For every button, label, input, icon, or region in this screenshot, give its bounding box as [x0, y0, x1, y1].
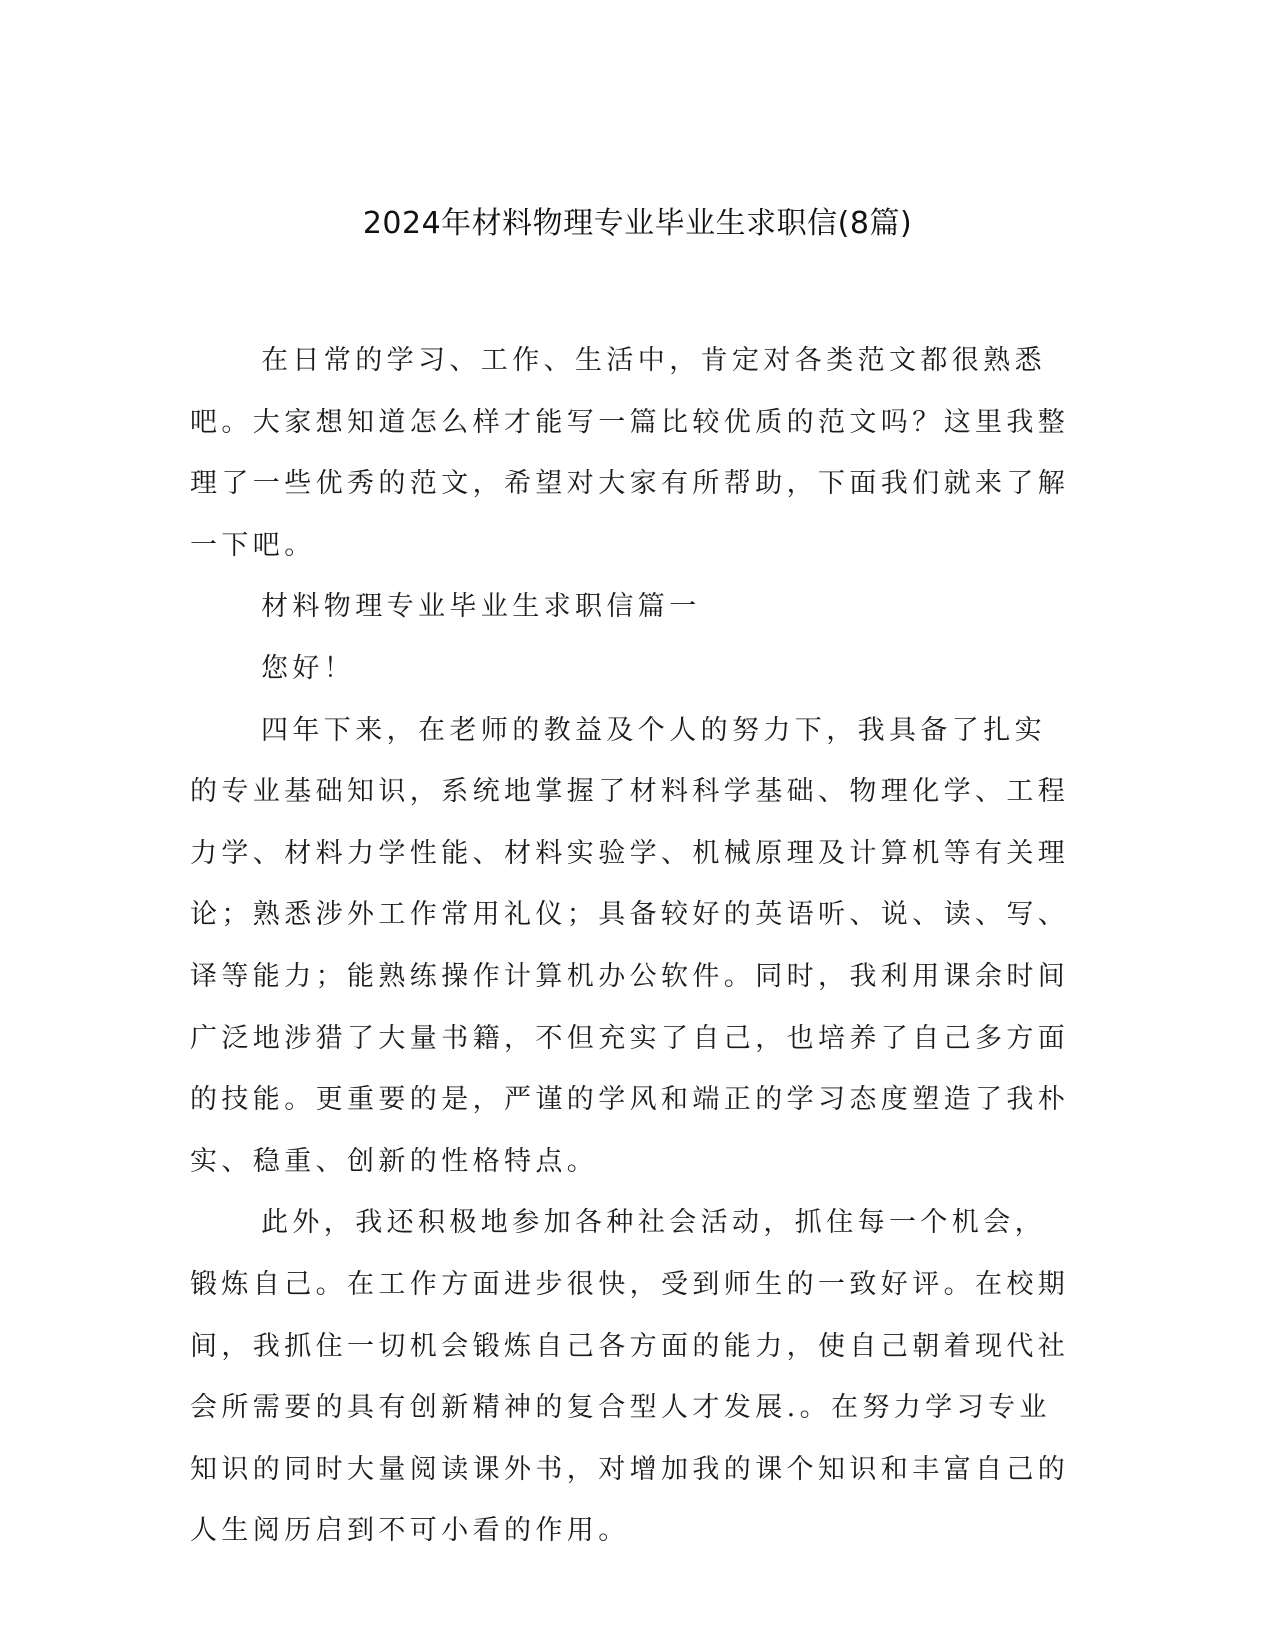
greeting-paragraph: 您好！ — [261, 652, 356, 684]
intro-paragraph: 在日常的学习、工作、生活中，肯定对各类范文都很熟悉吧。大家想知道怎么样才能写一篇比较优质的范文吗？这里我整理了一些优秀的范文，希望对大家有所帮助，下面我们就来了解一下吧。 — [190, 345, 1070, 561]
body-paragraph: 此外，我还积极地参加各种社会活动，抓住每一个机会，锻炼自己。在工作方面进步很快，受到师生的一致好评。在校期间，我抓住一切机会锻炼自己各方面的能力，使自己朝着现代社会所需要的具有创新精神的复合型人才发展.。在努力学习专业知识的同时大量阅读课外书，对增加我的课个知识和丰富自己的人生阅历启到不可小看的作用。 — [190, 1207, 1070, 1547]
section-heading: 材料物理专业毕业生求职信篇一 — [261, 591, 701, 623]
body-paragraph: 四年下来，在老师的教益及个人的努力下，我具备了扎实的专业基础知识，系统地掌握了材料科学基础、物理化学、工程力学、材料力学性能、材料实验学、机械原理及计算机等有关理论；熟悉涉外工作常用礼仪；具备较好的英语听、说、读、写、译等能力；能熟练操作计算机办公软件。同时，我利用课余时间广泛地涉猎了大量书籍，不但充实了自己，也培养了自己多方面的技能。更重要的是，严谨的学风和端正的学习态度塑造了我朴实、稳重、创新的性格特点。 — [190, 714, 1070, 1177]
document-body — [190, 330, 1070, 1562]
document-title: 2024年材料物理专业毕业生求职信(8篇) — [362, 206, 913, 241]
